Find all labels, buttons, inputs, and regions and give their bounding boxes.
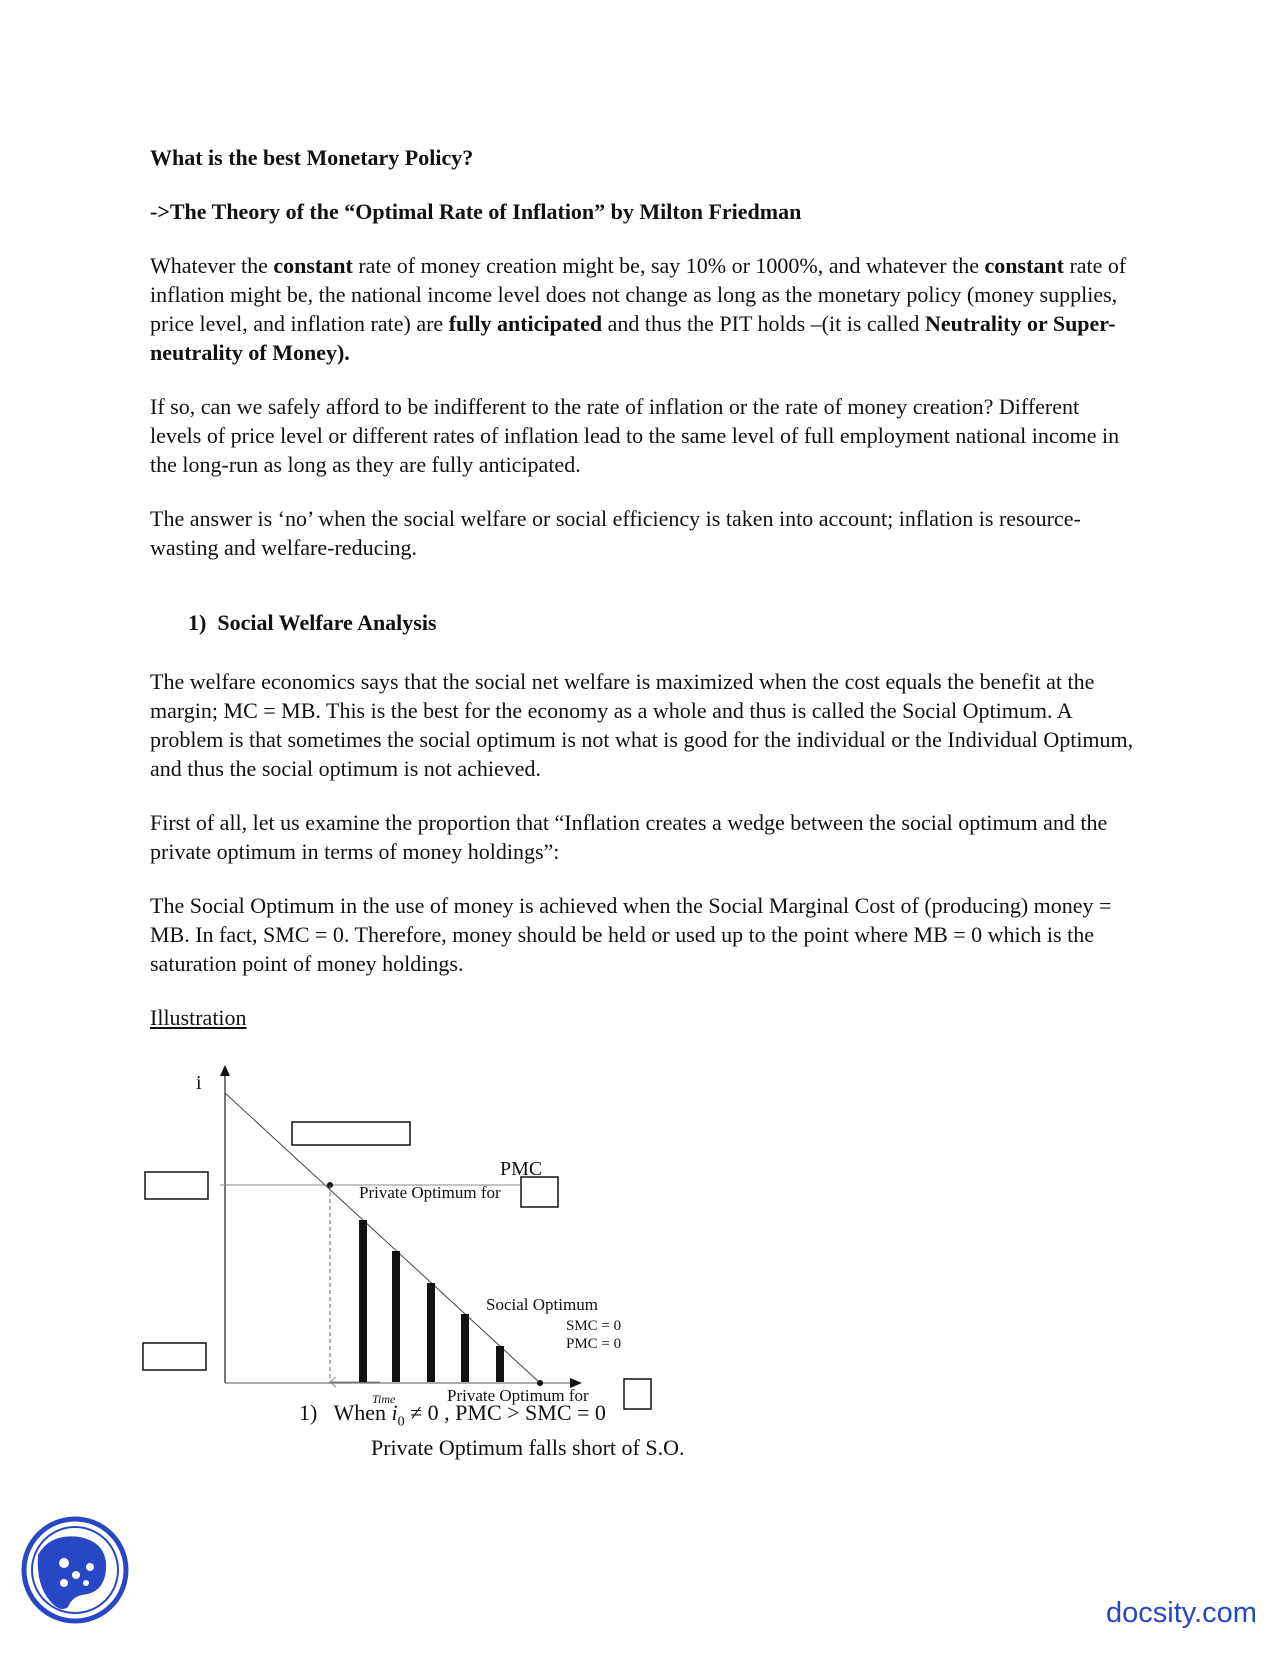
y-axis-label: i [196,1072,202,1094]
welfare-loss-bar [427,1283,435,1382]
pmc-label: PMC [500,1158,543,1180]
time-label: Time [372,1392,396,1406]
pmc-zero-label: PMC = 0 [566,1336,622,1352]
blank-box-private-top [521,1177,558,1207]
smc-label: SMC = 0 [566,1318,622,1334]
private-optimum-top-label: Private Optimum for [359,1183,501,1202]
docsity-logo-icon [20,1515,130,1625]
social-optimum-label: Social Optimum [486,1295,598,1314]
y-axis-arrow [220,1065,230,1076]
doc-subtitle: ->The Theory of the “Optimal Rate of Inflation” by Milton Friedman [150,199,802,224]
paragraph-indifference: If so, can we safely afford to be indifferent to the rate of inflation or the rate of money creation? Different levels of price level or different rates of inflation lead to the same level of full employment national income in the long-run as long as they are fully anticipated. [150,394,1120,477]
paragraph-wedge: First of all, let us examine the proportion that “Inflation creates a wedge between the social optimum and the private optimum in terms of money holdings”: [150,810,1108,864]
paragraph-social-optimum: The Social Optimum in the use of money is achieved when the Social Marginal Cost of (producing) money = MB. In fact, SMC = 0. Therefore, money should be held or used up to the point where MB = 0 which is the saturation point of money holdings. [150,893,1112,976]
paragraph-welfare: The welfare economics says that the social net welfare is maximized when the cost equals the benefit at the margin; MC = MB. This is the best for the economy as a whole and thus is called the Social Optimum. A problem is that sometimes the social optimum is not what is good for the individual or the Individual Optimum, and thus the social optimum is not achieved. [150,669,1134,781]
document-body-2 [150,667,1135,1032]
blank-box-top [292,1122,410,1145]
figure-caption-line2: Private Optimum falls short of S.O. [371,1435,685,1460]
paragraph-answer: The answer is ‘no’ when the social welfare or social efficiency is taken into account; inflation is resource-wasting and welfare-reducing. [150,506,1081,560]
welfare-loss-bar [461,1314,469,1382]
welfare-loss-bar [392,1251,400,1382]
doc-title: What is the best Monetary Policy? [150,145,474,170]
figure-caption-line1: 1) When $i_0 \ne 0$ , PMC > SMC = 0 [299,1400,606,1430]
blank-box-left-upper [145,1172,208,1199]
docsity-brand-link[interactable]: docsity.com [1106,1597,1257,1629]
private-optimum-bottom-label: Private Optimum for [447,1386,589,1405]
document-body [150,143,1135,562]
section-heading: 1) Social Welfare Analysis [188,610,437,635]
blank-box-left-lower [143,1343,206,1370]
money-holdings-diagram [140,1065,700,1410]
paragraph-neutrality: Whatever the constant rate of money creation might be, say 10% or 1000%, and whatever the constant rate of inflation might be, the national income level does not change as long as the monetary policy (money supplies, price level, and inflation rate) are fully anticipated and thus the PIT holds –(it is called Neutrality or Super-neutrality of Money). [150,253,1127,365]
blank-box-private-bottom [624,1379,651,1409]
welfare-loss-bar [496,1346,504,1382]
illustration-heading: Illustration [150,1005,247,1030]
welfare-loss-bar [359,1220,367,1382]
